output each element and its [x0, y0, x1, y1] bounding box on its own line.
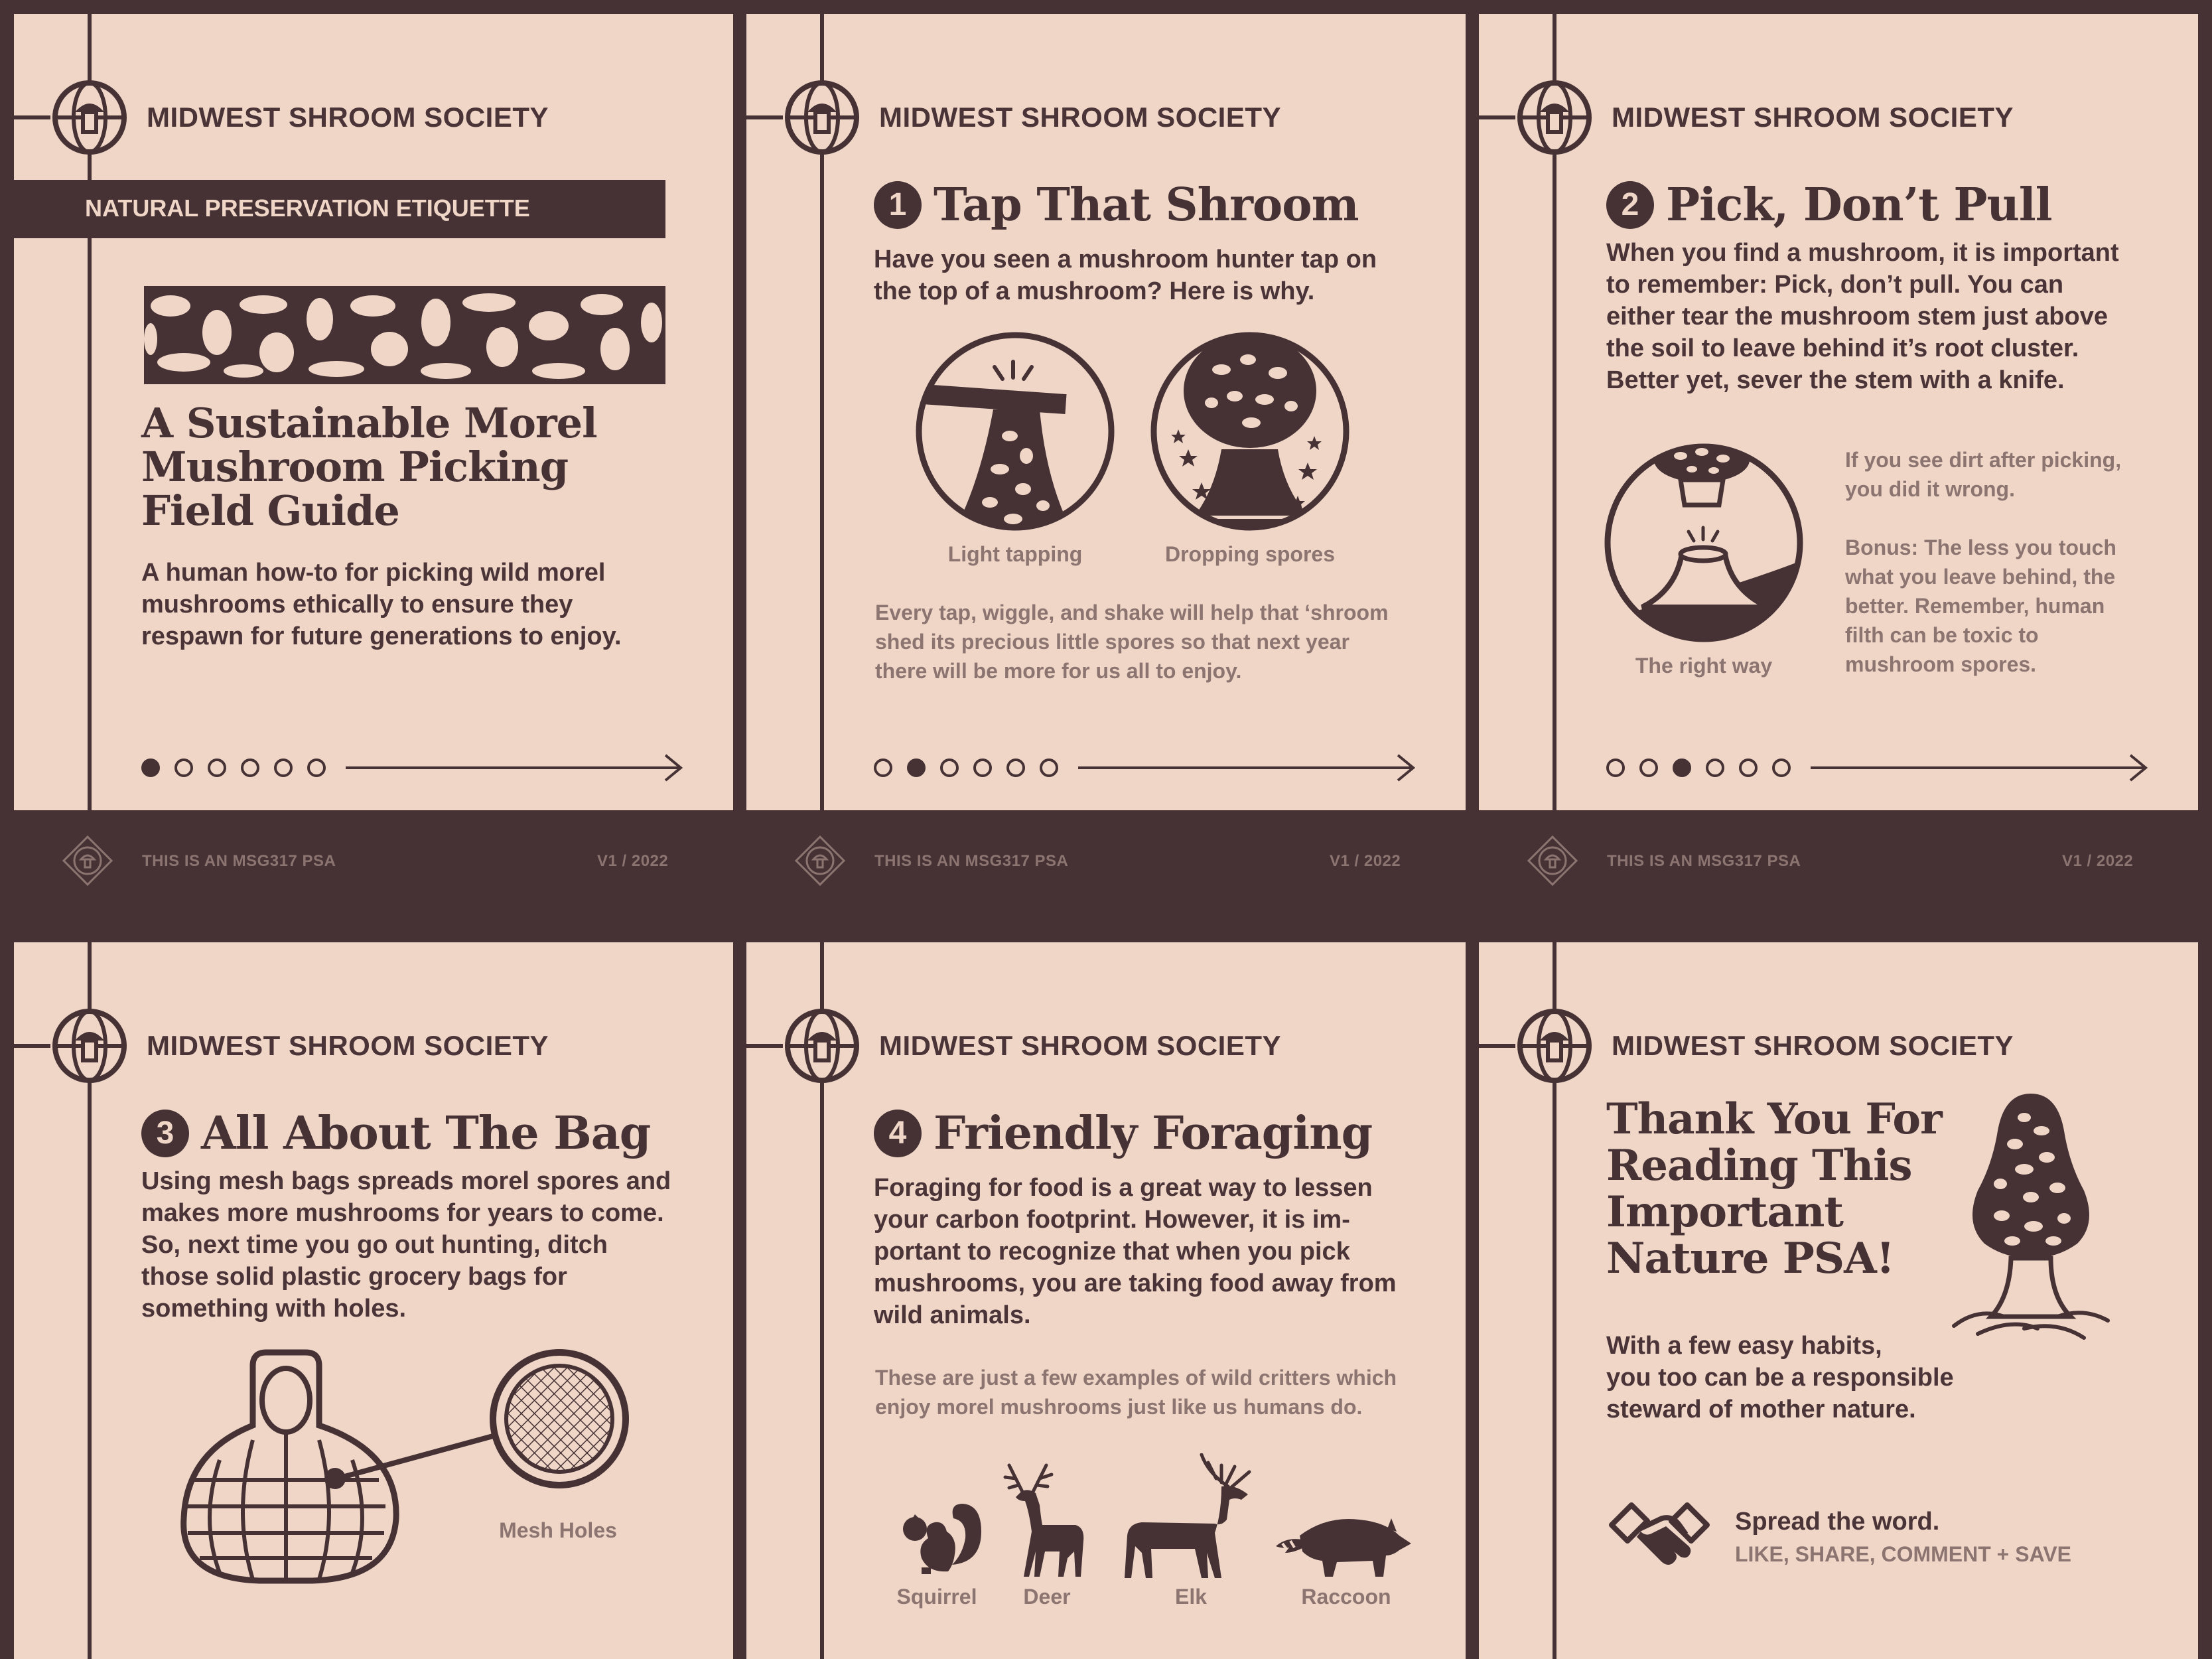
step-number-badge: 3	[141, 1110, 189, 1157]
body-line: to remember: Pick, don’t pull. You can	[1606, 271, 2064, 299]
body-line: steward of mother nature.	[1606, 1396, 1916, 1423]
note-line: filth can be toxic to	[1845, 623, 2039, 647]
arrow-right-icon[interactable]	[346, 753, 685, 783]
step-number-badge: 2	[1606, 181, 1654, 229]
page-dot[interactable]	[874, 758, 892, 777]
brand-logo-icon	[1479, 64, 1597, 171]
page-dot[interactable]	[1639, 758, 1658, 777]
footer-seal-icon	[794, 834, 847, 887]
deer-icon	[1002, 1459, 1091, 1578]
page-dot[interactable]	[973, 758, 992, 777]
slide-title	[874, 1107, 1372, 1161]
illustration-caption: Dropping spores	[1164, 542, 1335, 566]
cover-title-line: Mushroom Picking	[141, 443, 569, 491]
pagination-dots	[1606, 753, 2150, 786]
handshake-icon	[1606, 1498, 1712, 1578]
slide-title-text: Friendly Foraging	[933, 1107, 1373, 1160]
bonus-note	[1845, 533, 2116, 679]
note-line: These are just a few examples of wild critters which	[875, 1366, 1397, 1390]
slide-card-3	[1479, 14, 2198, 810]
page-dot[interactable]	[1673, 758, 1691, 777]
slide-title-text: All About The Bag	[201, 1107, 651, 1160]
animal-label: Deer	[1023, 1585, 1071, 1609]
title-line: Important	[1606, 1187, 1843, 1237]
body-line: respawn for future generations to enjoy.	[141, 622, 622, 650]
body-line: the soil to leave behind it’s root cluster.	[1606, 334, 2079, 362]
note-line: Bonus: The less you touch	[1845, 536, 2116, 559]
slide-note	[875, 598, 1389, 685]
footer-version: V1 / 2022	[597, 852, 669, 870]
note-line: you did it wrong.	[1845, 477, 2015, 501]
raccoon-icon	[1273, 1509, 1413, 1578]
note-line: If you see dirt after picking,	[1845, 448, 2122, 472]
dropping-spores-illustration	[1148, 330, 1351, 533]
slide-body	[874, 244, 1377, 307]
footer-note: THIS IS AN MSG317 PSA	[874, 852, 1069, 870]
slide-card-2	[746, 14, 1466, 810]
footer-version: V1 / 2022	[1330, 852, 1401, 870]
page-dot[interactable]	[208, 758, 226, 777]
page-dot[interactable]	[907, 758, 926, 777]
body-line: Foraging for food is a great way to lessen	[874, 1174, 1373, 1202]
right-way-illustration	[1602, 441, 1805, 644]
body-line: either tear the mushroom stem just above	[1606, 303, 2108, 330]
slide-title-text: Tap That Shroom	[933, 179, 1359, 232]
cover-title	[141, 401, 597, 533]
body-line: Have you seen a mushroom hunter tap on	[874, 246, 1377, 273]
page-dot[interactable]	[1739, 758, 1758, 777]
body-line: A human how-to for picking wild morel	[141, 559, 606, 587]
page-dot[interactable]	[1606, 758, 1625, 777]
page-dot[interactable]	[307, 758, 326, 777]
illustration-caption: The right way	[1635, 654, 1773, 678]
cover-title-line: A Sustainable Morel	[141, 399, 597, 447]
arrow-right-icon[interactable]	[1811, 753, 2150, 783]
note-line: there will be more for us all to enjoy.	[875, 659, 1242, 683]
body-line: Using mesh bags spreads morel spores and	[141, 1167, 671, 1195]
page-dot[interactable]	[940, 758, 959, 777]
pagination-dots	[141, 753, 685, 786]
slide-note	[875, 1363, 1397, 1421]
thank-you-title	[1606, 1096, 1942, 1282]
body-line: Better yet, sever the stem with a knife.	[1606, 366, 2065, 394]
elk-icon	[1122, 1453, 1255, 1579]
share-cta[interactable]: LIKE, SHARE, COMMENT + SAVE	[1735, 1542, 2072, 1566]
slide-title	[141, 1107, 650, 1161]
page-dot[interactable]	[1706, 758, 1724, 777]
body-line: wild animals.	[874, 1301, 1031, 1329]
slide-body	[141, 1165, 671, 1325]
body-line: those solid plastic grocery bags for	[141, 1263, 567, 1291]
slide-body	[1606, 237, 2119, 396]
note-line: shed its precious little spores so that next year	[875, 630, 1349, 654]
note-line: enjoy morel mushrooms just like us humans do.	[875, 1395, 1363, 1419]
page-dot[interactable]	[241, 758, 259, 777]
note-line: mushroom spores.	[1845, 652, 2037, 676]
section-tag-label: NATURAL PRESERVATION ETIQUETTE	[85, 194, 530, 222]
body-line: the top of a mushroom? Here is why.	[874, 277, 1315, 305]
cover-title-line: Field Guide	[141, 486, 399, 535]
animal-label: Squirrel	[896, 1585, 977, 1609]
brand-name: MIDWEST SHROOM SOCIETY	[1612, 1030, 2014, 1061]
morel-mushroom-illustration	[1951, 1091, 2110, 1356]
illustration-caption: Mesh Holes	[499, 1518, 617, 1542]
slide-title	[874, 179, 1359, 233]
spread-word-label: Spread the word.	[1735, 1508, 1940, 1536]
footer-note: THIS IS AN MSG317 PSA	[1607, 852, 1801, 870]
body-line: With a few easy habits,	[1606, 1332, 1882, 1360]
animal-label: Elk	[1174, 1585, 1208, 1609]
step-number-badge: 4	[874, 1110, 922, 1157]
body-line: something with holes.	[141, 1295, 407, 1323]
footer-seal-icon	[1526, 834, 1579, 887]
footer-seal-icon	[61, 834, 114, 887]
page-dot[interactable]	[1772, 758, 1791, 777]
title-line: Nature PSA!	[1606, 1234, 1894, 1283]
brand-name: MIDWEST SHROOM SOCIETY	[147, 1030, 549, 1061]
note-line: what you leave behind, the	[1845, 565, 2116, 589]
section-tag	[14, 180, 665, 238]
body-line: you too can be a responsible	[1606, 1364, 1954, 1392]
body-line: mushrooms, you are taking food away from	[874, 1269, 1397, 1297]
brand-logo-icon	[14, 64, 132, 171]
page-dot[interactable]	[1006, 758, 1025, 777]
footer-version: V1 / 2022	[2062, 852, 2134, 870]
body-line: makes more mushrooms for years to come.	[141, 1199, 664, 1227]
pagination-dots	[874, 753, 1418, 786]
arrow-right-icon[interactable]	[1078, 753, 1418, 783]
body-line: portant to recognize that when you pick	[874, 1238, 1350, 1265]
cover-intro	[141, 557, 622, 652]
slide-title-text: Pick, Don’t Pull	[1666, 179, 2052, 232]
brand-name: MIDWEST SHROOM SOCIETY	[879, 102, 1282, 133]
brand-name: MIDWEST SHROOM SOCIETY	[147, 102, 549, 133]
slide-card-4	[14, 942, 733, 1659]
slide-card-1	[14, 14, 733, 810]
side-note	[1845, 445, 2121, 504]
squirrel-icon	[888, 1498, 985, 1578]
animal-label: Raccoon	[1301, 1585, 1391, 1609]
slide-body	[874, 1172, 1397, 1331]
note-line: better. Remember, human	[1845, 594, 2105, 618]
body-line: mushrooms ethically to ensure they	[141, 591, 573, 618]
mesh-bag-illustration	[180, 1347, 657, 1593]
slide-card-6	[1479, 942, 2198, 1659]
page-dot[interactable]	[141, 758, 160, 777]
title-line: Reading This	[1606, 1141, 1912, 1190]
page-dot[interactable]	[1040, 758, 1058, 777]
slide-title	[1606, 179, 2052, 233]
morel-pattern-graphic	[144, 286, 665, 384]
brand-name: MIDWEST SHROOM SOCIETY	[879, 1030, 1282, 1061]
body-line: When you find a mushroom, it is important	[1606, 239, 2119, 267]
footer-note: THIS IS AN MSG317 PSA	[142, 852, 336, 870]
brand-logo-icon	[746, 64, 864, 171]
body-line: your carbon footprint. However, it is im-	[874, 1206, 1350, 1234]
light-tapping-illustration	[914, 330, 1117, 533]
title-line: Thank You For	[1606, 1094, 1942, 1144]
brand-logo-icon	[746, 993, 864, 1099]
note-line: Every tap, wiggle, and shake will help that ‘shroom	[875, 601, 1389, 624]
brand-name: MIDWEST SHROOM SOCIETY	[1612, 102, 2014, 133]
illustration-caption: Light tapping	[947, 542, 1083, 566]
slide-card-5	[746, 942, 1466, 1659]
page-dot[interactable]	[274, 758, 293, 777]
brand-logo-icon	[14, 993, 132, 1099]
page-dot[interactable]	[174, 758, 193, 777]
step-number-badge: 1	[874, 181, 922, 229]
body-line: So, next time you go out hunting, ditch	[141, 1231, 608, 1259]
closing-body	[1606, 1330, 1954, 1425]
brand-logo-icon	[1479, 993, 1597, 1099]
